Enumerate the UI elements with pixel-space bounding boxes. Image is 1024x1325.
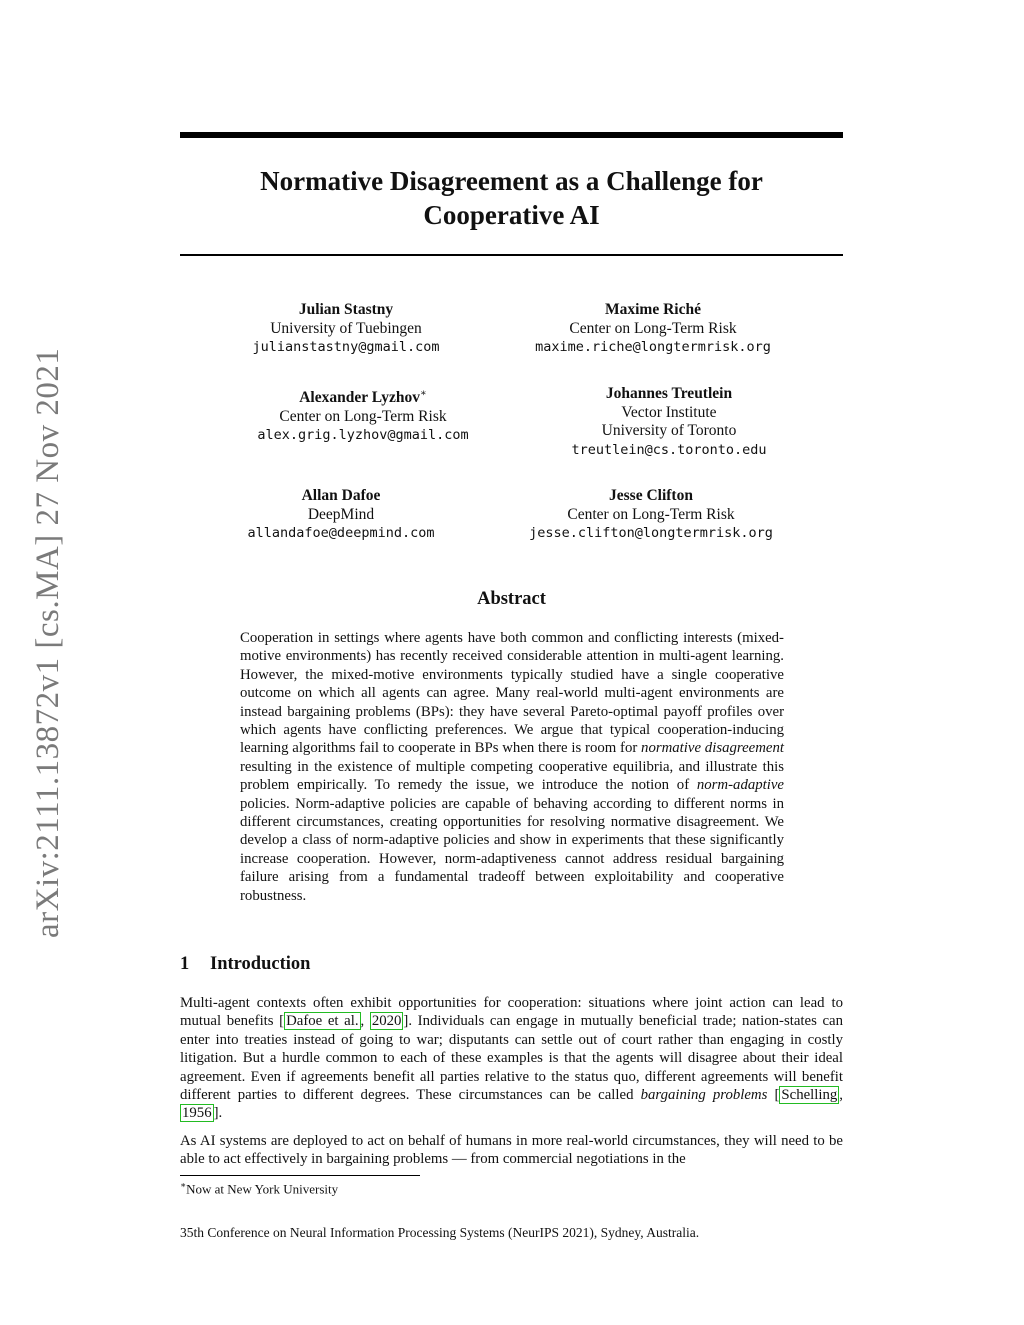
arxiv-identifier: arXiv:2111.13872v1 [cs.MA] 27 Nov 2021 (30, 347, 66, 938)
author-email[interactable]: jesse.clifton@longtermrisk.org (529, 525, 773, 541)
author-block-clifton (501, 487, 801, 543)
intro-p1-part-a: Multi-agent contexts often exhibit opportunities for cooperation: situations where joint action can lead to mutual benefits [ (180, 995, 843, 1030)
author-block-treutlein (519, 385, 819, 459)
intro-p1-part-c: [ (767, 1087, 780, 1104)
author-name: Julian Stastny (298, 301, 394, 318)
author-block-lyzhov (213, 385, 513, 445)
paper-title (180, 164, 843, 232)
footnote-mark: ∗ (180, 1180, 187, 1190)
title-line-1: Normative Disagreement as a Challenge for (260, 166, 763, 196)
footnote-marker[interactable]: ∗ (419, 388, 427, 399)
author-name: Jesse Clifton (609, 487, 693, 504)
title-line-2: Cooperative AI (423, 200, 600, 230)
intro-paragraph-2: As AI systems are deployed to act on behalf of humans in more real-world circumstances, they will need to be able to act effectively in bargaining problems — from commercial negotiations in the (180, 1133, 843, 1168)
author-email[interactable]: alex.grig.lyzhov@gmail.com (257, 427, 469, 444)
section-title: Introduction (210, 954, 311, 974)
footnote (180, 1180, 338, 1197)
author-affiliation: DeepMind (307, 505, 375, 523)
abstract-part-1: Cooperation in settings where agents have both common and conflicting interests (mixed-motive environments) has recently received considerable attention in multi-agent learning. However, the mixed-motive environments typically studied have a single cooperative outcome on which all agents can agree. Many real-world multi-agent environments are instead bargaining problems (BPs): they have several Pareto-optimal payoff profiles over which agents have conflicting preferences. We argue that typical cooperation-inducing learning algorithms fail to cooperate in BPs when there is room for (240, 630, 784, 757)
author-affiliation: Center on Long-Term Risk (567, 505, 735, 523)
author-affiliation: University of Tuebingen (270, 319, 422, 337)
author-affiliation: Center on Long-Term Risk (279, 407, 447, 425)
author-email[interactable]: treutlein@cs.toronto.edu (571, 441, 767, 458)
author-name: Johannes Treutlein (605, 385, 733, 402)
intro-p1-part-b: ]. Individuals can engage in mutually beneficial trade; nation-states can enter into treaties instead of going to war; disputants can settle out of court rather than engaging in costly litigation. But a hurdle common to each of these examples is that the agents will disagree about their ideal agreement. Even if agreements benefit all parties relative to the status quo, different agreements will benefit different parties to different degrees. These circumstances can be called (180, 1013, 843, 1104)
footnote-rule (180, 1175, 420, 1176)
section-number: 1 (180, 954, 190, 974)
abstract-part-2: resulting in the existence of multiple competing cooperative equilibria, and illustrate this problem empirically. To remedy the issue, we introduce the notion of (240, 758, 784, 794)
author-block-stastny (196, 301, 496, 357)
citation-link-schelling-year[interactable]: 1956 (182, 1105, 212, 1122)
author-name-text: Alexander Lyzhov (299, 389, 420, 407)
abstract-text (240, 629, 784, 905)
author-email[interactable]: allandafoe@deepmind.com (247, 525, 435, 541)
author-affiliation: Vector Institute (621, 403, 717, 421)
author-name (213, 385, 513, 408)
conference-venue: 35th Conference on Neural Information Processing Systems (NeurIPS 2021), Sydney, Australia. (180, 1225, 700, 1240)
citation-link-schelling[interactable]: Schelling (781, 1087, 838, 1104)
abstract-part-3: policies. Norm-adaptive policies are capable of behaving according to different norms in different circumstances, creating opportunities for resolving normative disagreement. We develop a class of norm-adaptive policies and show in experiments that these significantly increase cooperation. However, norm-adaptiveness cannot address residual bargaining failure arising from a fundamental tradeoff between exploitability and cooperative robustness. (240, 795, 784, 904)
citation-link-dafoe[interactable]: Dafoe et al. (286, 1013, 359, 1030)
author-affiliation: Center on Long-Term Risk (569, 319, 737, 337)
title-bottom-rule (180, 254, 843, 256)
footnote-text: Now at New York University (186, 1181, 339, 1197)
abstract-emphasis-1: normative disagreement (641, 740, 784, 757)
abstract-heading: Abstract (477, 589, 546, 609)
abstract-emphasis-2: norm-adaptive (696, 777, 784, 794)
author-name: Allan Dafoe (301, 487, 381, 504)
intro-p1-part-d: ]. (213, 1105, 223, 1122)
author-affiliation-2: University of Toronto (601, 422, 737, 439)
author-email[interactable]: julianstastny@gmail.com (252, 339, 440, 355)
section-heading-introduction (180, 954, 310, 975)
citation-separator: , (360, 1013, 370, 1030)
intro-emphasis: bargaining problems (640, 1087, 768, 1104)
author-email[interactable]: maxime.riche@longtermrisk.org (535, 339, 771, 355)
citation-separator: , (839, 1087, 843, 1104)
author-name: Maxime Riché (605, 301, 701, 318)
author-block-dafoe (191, 487, 491, 543)
citation-link-dafoe-year[interactable]: 2020 (371, 1013, 402, 1030)
intro-paragraph-1 (180, 994, 843, 1123)
author-block-riche (503, 301, 803, 357)
title-top-rule (180, 132, 843, 138)
